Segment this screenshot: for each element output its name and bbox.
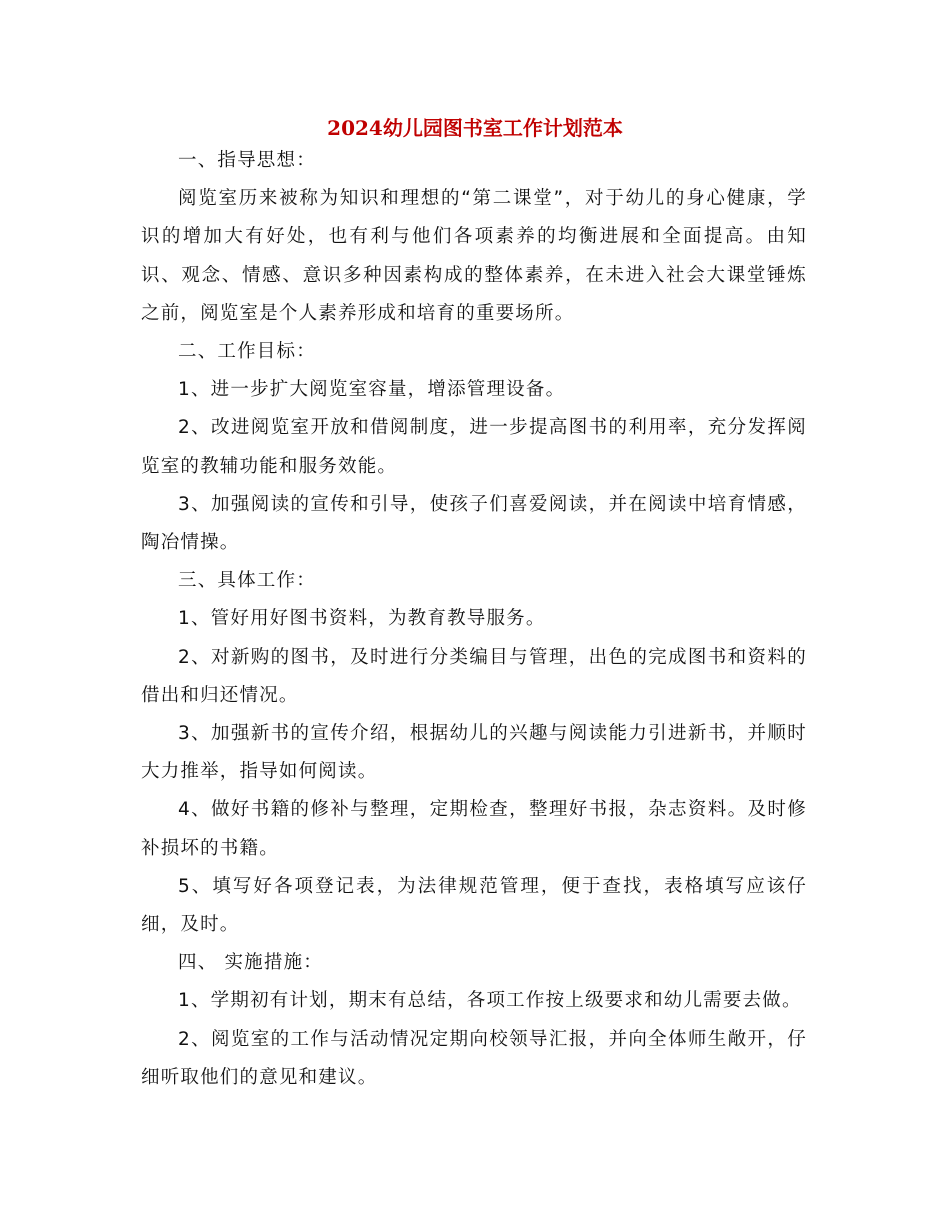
list-item-work-1: 1、管好用好图书资料，为教育教导服务。 [178,608,546,630]
section-heading-work-goals: 二、工作目标： [178,341,316,363]
list-item-measure-2: 2、阅览室的工作与活动情况定期向校领导汇报，并向全体师生敞开，仔细听取他们的意见和建议。 [141,1028,807,1088]
list-item-goal-3: 3、加强阅读的宣传和引导，使孩子们喜爱阅读，并在阅读中培育情感，陶冶情操。 [141,493,807,554]
list-item-work-3: 3、加强新书的宣传介绍，根据幼儿的兴趣与阅读能力引进新书，并顺时大力推举，指导如何阅读。 [141,723,807,783]
list-item-work-5: 5、填写好各项登记表，为法律规范管理，便于查找，表格填写应该仔细，及时。 [141,875,807,936]
list-item-goal-2: 2、改进阅览室开放和借阅制度，进一步提高图书的利用率，充分发挥阅览室的教辅功能和服务效能。 [141,417,807,477]
list-item-goal-1: 1、进一步扩大阅览室容量，增添管理设备。 [178,379,566,401]
section-heading-guiding-ideology: 一、指导思想： [178,150,316,171]
section-heading-specific-work: 三、具体工作： [178,570,316,592]
document-title: 2024幼儿园图书室工作计划范本 [327,116,623,140]
document-body [141,142,807,1097]
paragraph-guiding-ideology: 阅览室历来被称为知识和理想的“第二课堂”，对于幼儿的身心健康，学识的增加大有好处，也有利与他们各项素养的均衡进展和全面提高。由知识、观念、情感、意识多种因素构成的整体素养，在未进入社会大课堂锤炼之前，阅览室是个人素养形成和培育的重要场所。 [141,188,807,324]
section-heading-measures: 四、 实施措施： [178,952,323,974]
list-item-work-4: 4、做好书籍的修补与整理，定期检查，整理好书报，杂志资料。及时修补损坏的书籍。 [141,799,807,859]
list-item-work-2: 2、对新购的图书，及时进行分类编目与管理，出色的完成图书和资料的借出和归还情况。 [141,646,807,706]
list-item-measure-1: 1、学期初有计划，期末有总结，各项工作按上级要求和幼儿需要去做。 [178,990,802,1012]
